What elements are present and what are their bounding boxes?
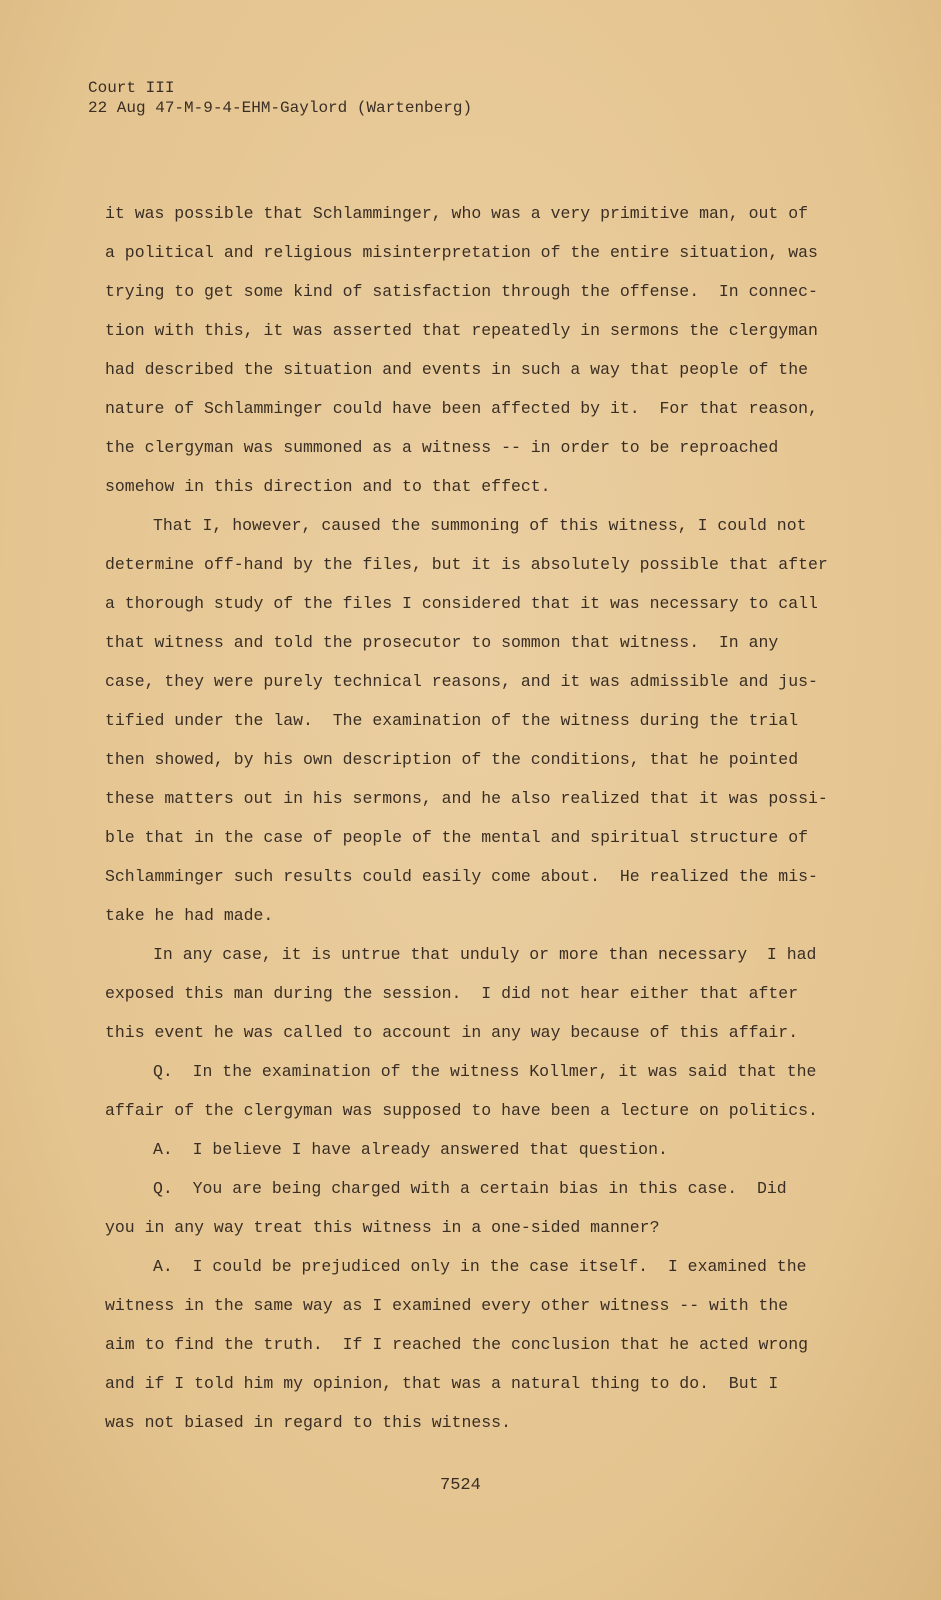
transcript-line: tified under the law. The examination of the witness during the trial	[105, 711, 799, 730]
transcript-line: aim to find the truth. If I reached the conclusion that he acted wrong	[105, 1335, 809, 1354]
transcript-line: the clergyman was summoned as a witness -- in order to be reproached	[105, 438, 779, 457]
transcript-line: that witness and told the prosecutor to sommon that witness. In any	[105, 633, 779, 652]
transcript-line: A. I could be prejudiced only in the case itself. I examined the	[153, 1257, 807, 1276]
transcript-line: Q. In the examination of the witness Kollmer, it was said that the	[153, 1062, 817, 1081]
transcript-line: exposed this man during the session. I did not hear either that after	[105, 984, 799, 1003]
session-reference: 22 Aug 47-M-9-4-EHM-Gaylord (Wartenberg)	[88, 99, 473, 117]
transcript-line: was not biased in regard to this witness.	[105, 1413, 511, 1432]
transcript-line: a political and religious misinterpretation of the entire situation, was	[105, 243, 818, 262]
transcript-line: nature of Schlamminger could have been affected by it. For that reason,	[105, 399, 818, 418]
transcript-line: tion with this, it was asserted that repeatedly in sermons the clergyman	[105, 321, 818, 340]
transcript-line: a thorough study of the files I considered that it was necessary to call	[105, 594, 818, 613]
transcript-line: it was possible that Schlamminger, who was a very primitive man, out of	[105, 204, 809, 223]
transcript-line: had described the situation and events in such a way that people of the	[105, 360, 809, 379]
court-label: Court III	[88, 79, 175, 97]
transcript-line: ble that in the case of people of the mental and spiritual structure of	[105, 828, 809, 847]
transcript-line: trying to get some kind of satisfaction through the offense. In connec-	[105, 282, 818, 301]
transcript-line: affair of the clergyman was supposed to have been a lecture on politics.	[105, 1101, 818, 1120]
transcript-body	[105, 194, 865, 1442]
transcript-line: case, they were purely technical reasons, and it was admissible and jus-	[105, 672, 818, 691]
transcript-line: Q. You are being charged with a certain bias in this case. Did	[153, 1179, 787, 1198]
transcript-line: determine off-hand by the files, but it is absolutely possible that after	[105, 555, 828, 574]
transcript-line: Schlamminger such results could easily come about. He realized the mis-	[105, 867, 818, 886]
transcript-line: you in any way treat this witness in a one-sided manner?	[105, 1218, 660, 1237]
transcript-line: then showed, by his own description of the conditions, that he pointed	[105, 750, 799, 769]
transcript-line: somehow in this direction and to that effect.	[105, 477, 551, 496]
transcript-line: take he had made.	[105, 906, 274, 925]
transcript-line: That I, however, caused the summoning of this witness, I could not	[153, 516, 807, 535]
transcript-line: A. I believe I have already answered that question.	[153, 1140, 668, 1159]
transcript-line: these matters out in his sermons, and he also realized that it was possi-	[105, 789, 828, 808]
transcript-line: and if I told him my opinion, that was a natural thing to do. But I	[105, 1374, 779, 1393]
transcript-line: In any case, it is untrue that unduly or more than necessary I had	[153, 945, 817, 964]
document-header	[88, 78, 472, 118]
page-number: 7524	[440, 1476, 481, 1495]
transcript-line: witness in the same way as I examined every other witness -- with the	[105, 1296, 789, 1315]
transcript-line: this event he was called to account in any way because of this affair.	[105, 1023, 799, 1042]
